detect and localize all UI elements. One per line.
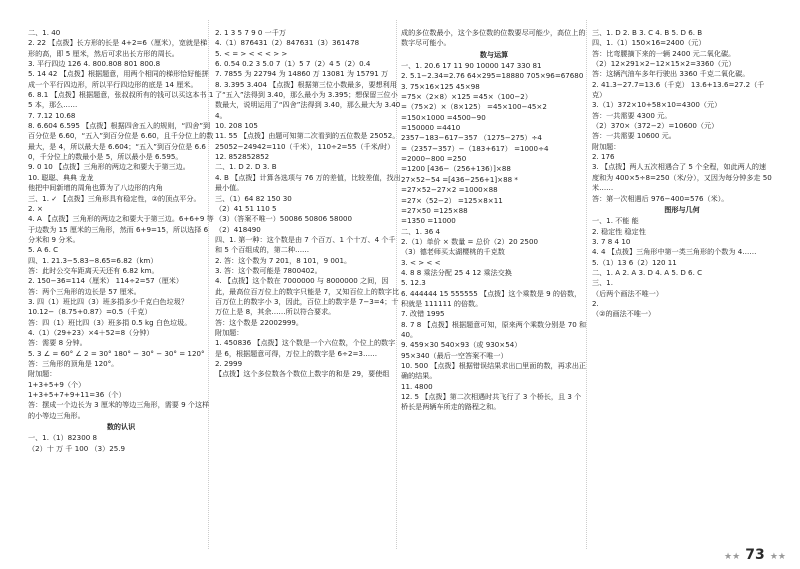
- answer-line: 答：这辆汽油车多年行驶出 3360 千克二氧化碳。: [592, 69, 750, 79]
- answer-line: 5. 3 ∠ = 60° ∠ 2 = 30° 180° − 30° − 30° = 120°: [28, 348, 205, 358]
- answer-line: 三、1.: [592, 278, 613, 288]
- answer-line: 四、1. 21.3−5.83−8.65=6.82（km）: [28, 255, 158, 265]
- answer-line: 7. 7.12 10.68: [28, 110, 76, 120]
- answer-line: 5. 14 42 【点拨】根据题意，用两个相同的梯形恰好能拼成一个平行四边形，所以平行四边形的底是 14 厘米。: [28, 69, 209, 89]
- answer-line: 11. 4800: [401, 381, 433, 391]
- answer-line: =75×（2×8）×125 =45×（100−2）: [401, 92, 532, 102]
- answer-line: 1+3+5+7+9+11=36（个）: [28, 390, 126, 400]
- answer-line: 4. 4 【点拨】三角形中第一类三角形的个数为 4……: [592, 247, 757, 257]
- answer-line: =27×52−27×2 =1000×88: [401, 185, 498, 195]
- answer-line: 2. 稳定性 稳定性: [592, 226, 646, 236]
- answer-line: （②的画法不唯一）: [592, 309, 656, 319]
- answer-line: 2. 22 【点拨】长方形的长是 4+2=6（厘米），宽就是梯形的高，即 5 厘米，然后可求出长方形的周长。: [28, 38, 208, 58]
- answer-line: 二、1. 40: [28, 28, 61, 37]
- answer-line: 8. 7 8 【点拨】根据题意可知，原来两个乘数分别是 70 和 40。: [401, 319, 589, 339]
- answer-line: 2. 150−36=114（厘米） 114÷2=57（厘米）: [28, 276, 183, 286]
- answer-line: 附加题：: [592, 141, 621, 151]
- answer-line: 附加题：: [215, 327, 244, 337]
- answer-line: 三、1. D 2. B 3. C 4. B 5. D 6. B: [592, 28, 703, 37]
- column-2: [215, 28, 401, 380]
- section-title: 数的认识: [106, 422, 136, 432]
- answer-line: 4. A 【点拨】三角形的两边之和要大于第三边。6+6+9 等于边数为 15 厘米的三角形，然而 6+9=15，所以选择 6 分米和 9 分米。: [28, 214, 214, 244]
- answer-line: 2. 41.3−27.7=13.6（千克） 13.6+13.6=27.2（千克）: [592, 79, 765, 100]
- answer-line: 3. < > < <: [401, 257, 441, 267]
- answer-line: 2. 5.1−2.34=2.76 64×295=18880 705×96=67680: [401, 71, 584, 81]
- answer-line: =150000 =4410: [401, 123, 461, 133]
- answer-line: 3. 7 8 4 10: [592, 236, 631, 246]
- answer-line: 9. 0 10 【点拨】三角形的两边之和要大于第三边。: [28, 162, 190, 172]
- answer-line: 成的多位数最小，这个多位数的位数要尽可能少，高位上的数字尽可能小。: [401, 28, 586, 48]
- answer-line: 答：一共需要 4300 元。: [592, 110, 672, 120]
- answer-line: 3. 平行四边 126 4. 800.808 801 800.8: [28, 59, 161, 69]
- answer-line: （2）十 万 千 100 （3）25.9: [28, 443, 126, 453]
- answer-line: 二、1. D 2. D 3. B: [215, 162, 277, 172]
- answer-line: 9. 459×30 540×93（或 930×54）: [401, 340, 522, 350]
- answer-line: 二、1. A 2. A 3. D 4. A 5. D 6. C: [592, 267, 703, 277]
- answer-line: 答：四（1）班比四（3）班多捐 0.5 kg 白色垃圾。: [28, 317, 192, 327]
- answer-line: =（2357−357）−（183+617） =1000÷4: [401, 143, 549, 153]
- answer-line: 2357−183−617−357 （1275−275）÷4: [401, 133, 542, 143]
- answer-line: 答：两个三角形的边长是 57 厘米。: [28, 286, 141, 296]
- answer-line: 6. 0.54 0.2 3 5.0 7（1）5 7（2）4 5（2）0.4: [215, 59, 371, 69]
- answer-line: 答：这个数是 22002999。: [215, 317, 304, 327]
- answer-line: 3. 四（1）班比四（3）班多捐多少千克白色垃圾？: [28, 296, 188, 306]
- section-title: 数与运算: [479, 49, 509, 59]
- page-footer: [724, 544, 786, 563]
- answer-line: 答：一共需要 10600 元。: [592, 131, 676, 141]
- answer-line: 12. 852852852: [215, 152, 270, 162]
- answer-line: 四、1. 第一种：这个数是由 7 个百万、1 个十万、4 个千和 5 个百组成的，第二种……: [215, 234, 396, 255]
- answer-line: 答：比弯腰摘下来的一辆 2400 元二氧化碳。: [592, 48, 736, 58]
- answer-line: （2）418490: [215, 224, 261, 234]
- answer-line: 8. 6.604 6.595 【点拨】根据四舍五入的规则，“四舍”到百分位是 6.60，“五入”到百分位是 6.60，且千分位上的数最大，是 4，所以最大是 6.604；“五入”到百分位是 6.60，千分位上的数最小是 5，所以最小是 6.595。: [28, 121, 214, 162]
- answer-line: 2. ×: [28, 203, 43, 213]
- answer-line: =（75×2）×（8×125） =45×100−45×2: [401, 102, 547, 112]
- column-1: [28, 28, 214, 454]
- answer-line: 5. 12.3: [401, 278, 426, 288]
- star-icon: ★★: [724, 552, 741, 562]
- answer-line: 2. 答：这个数为 7 201，8 101，9 001。: [215, 255, 352, 265]
- answer-line: 7. 改错 1995: [401, 309, 445, 319]
- answer-line: 他把中间新增的周角也算为了八边形的内角: [28, 183, 163, 193]
- answer-line: 27×52−54 =[436−256+1]×88 *: [401, 174, 518, 184]
- answer-line: =27×（52−2） =125×8×11: [401, 195, 503, 205]
- answer-line: 12. 5 【点拨】第二次相遇时共飞行了 3 个桥长，且 3 个桥长是两辆车所走的路程之和。: [401, 392, 582, 412]
- answer-line: 一、1.（1）82300 8: [28, 433, 97, 443]
- answer-line: 25052−24942=110（千米），110÷2=55（千米/时）: [215, 141, 395, 151]
- section-title: 图形与几何: [664, 204, 700, 214]
- answer-line: （3）德老师买太湖樱桃的千克数: [401, 247, 505, 257]
- answer-line: 三、（1）64 82 150 30: [215, 193, 292, 203]
- answer-line: 10.12−（8.75+0.87）=0.5（千克）: [28, 307, 152, 317]
- answer-line: 四、1.（1）150×16=2400（元）: [592, 38, 706, 48]
- answer-line: （2）41 51 110 5: [215, 203, 277, 213]
- answer-line: 7. 7855 为 22794 为 14860 万 13081 为 15791 万: [215, 69, 389, 79]
- answer-line: （3）（答案不唯一）50086 50806 58000: [215, 214, 353, 224]
- answer-line: 3. 答：这个数可能是 7800402。: [215, 265, 322, 275]
- answer-line: 3. 75×16×125 45×98: [401, 81, 480, 91]
- answer-line: 4.（1）（29+23）×4＋52=8（分钟）: [28, 327, 154, 337]
- answer-line: 2.（1）单价 × 数量 = 总价（2）20 2500: [401, 236, 538, 246]
- answer-line: 答：摆成一个边长为 3 厘米的等边三角形，需要 9 个这样的小等边三角形。: [28, 400, 210, 420]
- answer-line: 2.: [592, 298, 599, 308]
- column-4: [592, 28, 775, 320]
- answer-line: 【点拨】这个多位数各个数位上数字的和是 29，要使组: [215, 369, 390, 379]
- answer-line: 附加题：: [28, 369, 57, 379]
- star-icon: ★★: [769, 552, 786, 562]
- answer-line: （2）370×（372−2）=10600（元）: [592, 121, 719, 131]
- answer-line: 3.（1）372×10+58×10=4300（元）: [592, 100, 722, 110]
- answer-line: 8. 3.395 3.404 【点拨】根据第三位小数最多，要想利用了“五入”法得到 3.40，那么最小为 3.395；想保留三位小数最大，说明运用了“四舍”法得到 3.40，那么最大为 3.404。: [215, 79, 401, 120]
- answer-line: 10. 500 【点拨】根据错误结果求出□里面的数，再求出正确的结果。: [401, 361, 587, 381]
- answer-line: 10. 208 105: [215, 121, 258, 131]
- column-3: [401, 28, 587, 413]
- answer-line: 3. 【点拨】两人五次相遇合了 5 个全程，如此两人的速度和为 400×5÷8=250（米/分），又因为每分钟多走 50 米……: [592, 162, 775, 193]
- answer-line: 5.（1）13 6（2）120 11: [592, 257, 677, 267]
- answer-line: =1200 [436−（256+136）]×88: [401, 164, 511, 174]
- answer-line: 6. 8.1 【点拨】根据题意，张叔叔所有的钱可以买这本书 15 本，那么……: [28, 90, 214, 110]
- answer-line: 5. A 6. C: [28, 245, 59, 255]
- answer-line: 5. < = > < < < > >: [215, 48, 288, 58]
- answer-line: 答：三角形的顶角是 120°。: [28, 359, 119, 368]
- answer-line: 4.（1）876431（2）847631（3）361478: [215, 38, 360, 48]
- page-number: 73: [745, 547, 765, 563]
- answer-line: =1350 =11000: [401, 216, 456, 226]
- answer-line: 4. 8 8 乘法分配 25 4 12 乘法交换: [401, 267, 512, 277]
- answer-line: 答：第一次相遇后 976−400=576（米）。: [592, 193, 729, 203]
- answer-line: 一、1. 20.6 17 11 90 10000 147 330 81: [401, 61, 542, 71]
- answer-line: 2. 2999: [215, 359, 243, 368]
- answer-line: 95×340（最后一空答案不唯一）: [401, 350, 508, 360]
- answer-line: 2. 1 3 5 7 9 0 一千万: [215, 28, 286, 37]
- answer-line: =2000−800 =250: [401, 154, 467, 164]
- answer-line: 三、1. ✓ 【点拨】三角形具有稳定性，②的顶点平分。: [28, 193, 201, 203]
- answer-line: 答：此时公交车距离天天还有 6.82 km。: [28, 265, 159, 275]
- answer-line: 答：需要 8 分钟。: [28, 338, 87, 348]
- answer-line: 1. 450836 【点拨】这个数是一个六位数，个位上的数字是 6，根据题意可得，万位上的数字是 6÷2=3……: [215, 338, 396, 358]
- answer-line: 一、1. 不能 能: [592, 216, 639, 226]
- answer-line: 4. 【点拨】这个数在 7000000 与 8000000 之间，因此，最高位百万位上的数字只能是 7，又知百位上的数字比百万位上的数字小 3，因此，百位上的数字是 7−3=4；十万位上是 8，其余……所以符合要求。: [215, 276, 400, 317]
- answer-line: （后两个画法不唯一）: [592, 288, 663, 298]
- answer-line: 2. 176: [592, 152, 615, 162]
- answer-line: =27×50 =125×88: [401, 205, 468, 215]
- answer-line: 二、1. 36 4: [401, 226, 441, 236]
- answer-line: 10. 聪聪、典典 龙龙: [28, 172, 94, 182]
- answer-line: （2）12×291×2−12×15×2=3360（元）: [592, 59, 736, 69]
- answer-line: 6. 444444 15 555555 【点拨】这个乘数是 9 的倍数，积就是 111111 的倍数。: [401, 288, 582, 308]
- answer-line: 4. B 【点拨】计算各选项与 76 万的差值，比较差值，找出最小值。: [215, 172, 401, 193]
- answer-line: =150×1000 =4500−90: [401, 112, 486, 122]
- answer-line: 1+3+5+9（个）: [28, 379, 86, 389]
- answer-line: 11. 55 【点拨】由题可知第二次看到的五位数是 25052。: [215, 131, 400, 141]
